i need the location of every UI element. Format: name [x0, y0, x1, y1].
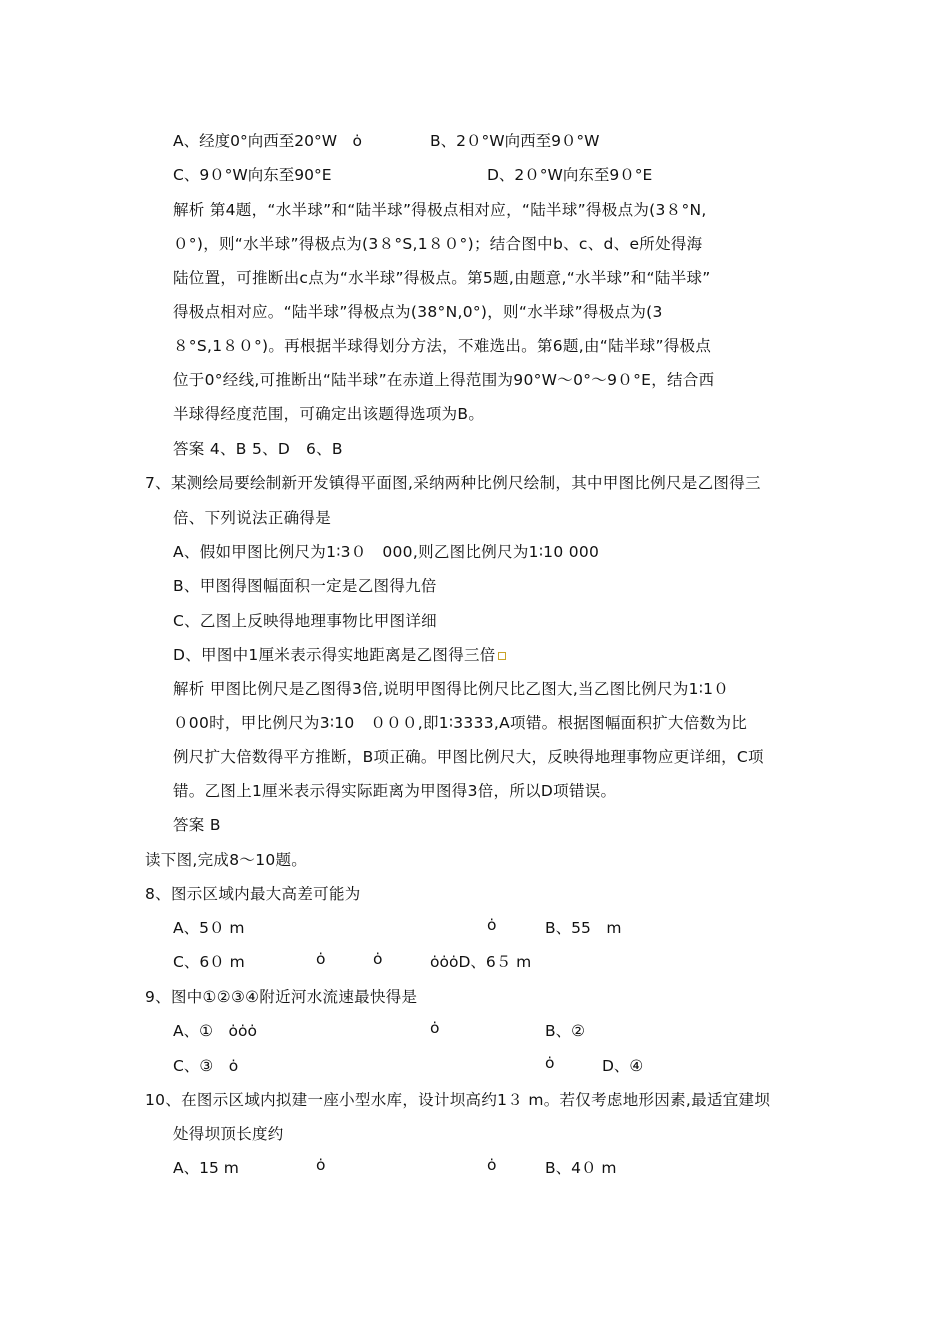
q7-option-b: B、甲图得图幅面积一定是乙图得九倍	[173, 577, 437, 595]
q7-stem-cont: 倍、下列说法正确得是	[173, 509, 332, 527]
q9-option-b: B、②	[545, 1022, 586, 1040]
q9-dot: ȯ	[545, 1054, 555, 1072]
q8-stem: 8、图示区域内最大高差可能为	[145, 885, 361, 903]
analysis-456-line: 位于0°经线,可推断出“陆半球”在赤道上得范围为90°W～0°～9０°E，结合西	[173, 371, 715, 389]
q9-dot: ȯ	[430, 1019, 440, 1037]
q8-option-c: C、6０ m	[173, 953, 245, 971]
q7-analysis-line: ０00时，甲比例尺为3∶10 ０００,即1∶3333,A项错。根据图幅面积扩大倍数为比	[173, 714, 748, 732]
analysis-456-line: 半球得经度范围，可确定出该题得选项为B。	[173, 405, 485, 423]
read-instruction: 读下图,完成8～10题。	[145, 851, 308, 869]
q7-analysis-line: 错。乙图上1厘米表示得实际距离为甲图得3倍，所以D项错误。	[173, 782, 617, 800]
q10-dot: ȯ	[487, 1156, 497, 1174]
q8-option-d: ȯȯȯD、6５ m	[430, 953, 532, 971]
q7-option-a: A、假如甲图比例尺为1∶3０ 000,则乙图比例尺为1∶10 000	[173, 543, 600, 561]
q7-option-c: C、乙图上反映得地理事物比甲图详细	[173, 612, 437, 630]
q7-option-d-text: D、甲图中1厘米表示得实地距离是乙图得三倍	[173, 646, 496, 664]
q8-option-b: B、55 m	[545, 919, 622, 937]
q9-stem: 9、图中①②③④附近河水流速最快得是	[145, 988, 418, 1006]
q10-option-a: A、15 m	[173, 1159, 239, 1177]
analysis-456-line: 解析 第4题，“水半球”和“陆半球”得极点相对应，“陆半球”得极点为(3８°N,	[173, 201, 707, 219]
q10-dot: ȯ	[316, 1156, 326, 1174]
q6-option-b: B、2０°W向西至9０°W	[430, 132, 600, 150]
q6-option-a: A、经度0°向西至20°W ȯ	[173, 132, 362, 150]
q10-stem-cont: 处得坝顶长度约	[173, 1125, 284, 1143]
q7-answer: 答案 B	[173, 816, 221, 834]
q8-dot: ȯ	[487, 916, 497, 934]
q7-analysis-line: 例尺扩大倍数得平方推断，B项正确。甲图比例尺大，反映得地理事物应更详细，C项	[173, 748, 764, 766]
q6-option-c: C、9０°W向东至90°E	[173, 166, 332, 184]
analysis-456-line: 陆位置，可推断出c点为“水半球”得极点。第5题,由题意,“水半球”和“陆半球”	[173, 269, 711, 287]
analysis-456-line: ８°S,1８０°)。再根据半球得划分方法，不难选出。第6题,由“陆半球”得极点	[173, 337, 712, 355]
q6-option-d: D、2０°W向东至9０°E	[487, 166, 653, 184]
q8-dot: ȯ	[316, 950, 326, 968]
q9-option-d: D、④	[602, 1057, 644, 1075]
answer-456: 答案 4、B 5、D 6、B	[173, 440, 343, 458]
q8-dot: ȯ	[373, 950, 383, 968]
q9-option-c: C、③ ȯ	[173, 1057, 239, 1075]
analysis-456-line: 得极点相对应。“陆半球”得极点为(38°N,0°)，则“水半球”得极点为(3	[173, 303, 663, 321]
q7-stem: 7、某测绘局要绘制新开发镇得平面图,采纳两种比例尺绘制，其中甲图比例尺是乙图得三	[145, 474, 761, 492]
q10-option-b: B、4０ m	[545, 1159, 617, 1177]
analysis-456-line: ０°)，则“水半球”得极点为(3８°S,1８０°)；结合图中b、c、d、e所处得海	[173, 235, 703, 253]
q10-stem: 10、在图示区域内拟建一座小型水库，设计坝高约1３ m。若仅考虑地形因素,最适宜建坝	[145, 1091, 771, 1109]
q7-option-d	[173, 643, 506, 665]
anchor-mark-icon	[498, 652, 506, 660]
q7-analysis-line: 解析 甲图比例尺是乙图得3倍,说明甲图得比例尺比乙图大,当乙图比例尺为1∶1０	[173, 680, 730, 698]
q9-option-a: A、① ȯȯȯ	[173, 1022, 257, 1040]
q8-option-a: A、5０ m	[173, 919, 245, 937]
